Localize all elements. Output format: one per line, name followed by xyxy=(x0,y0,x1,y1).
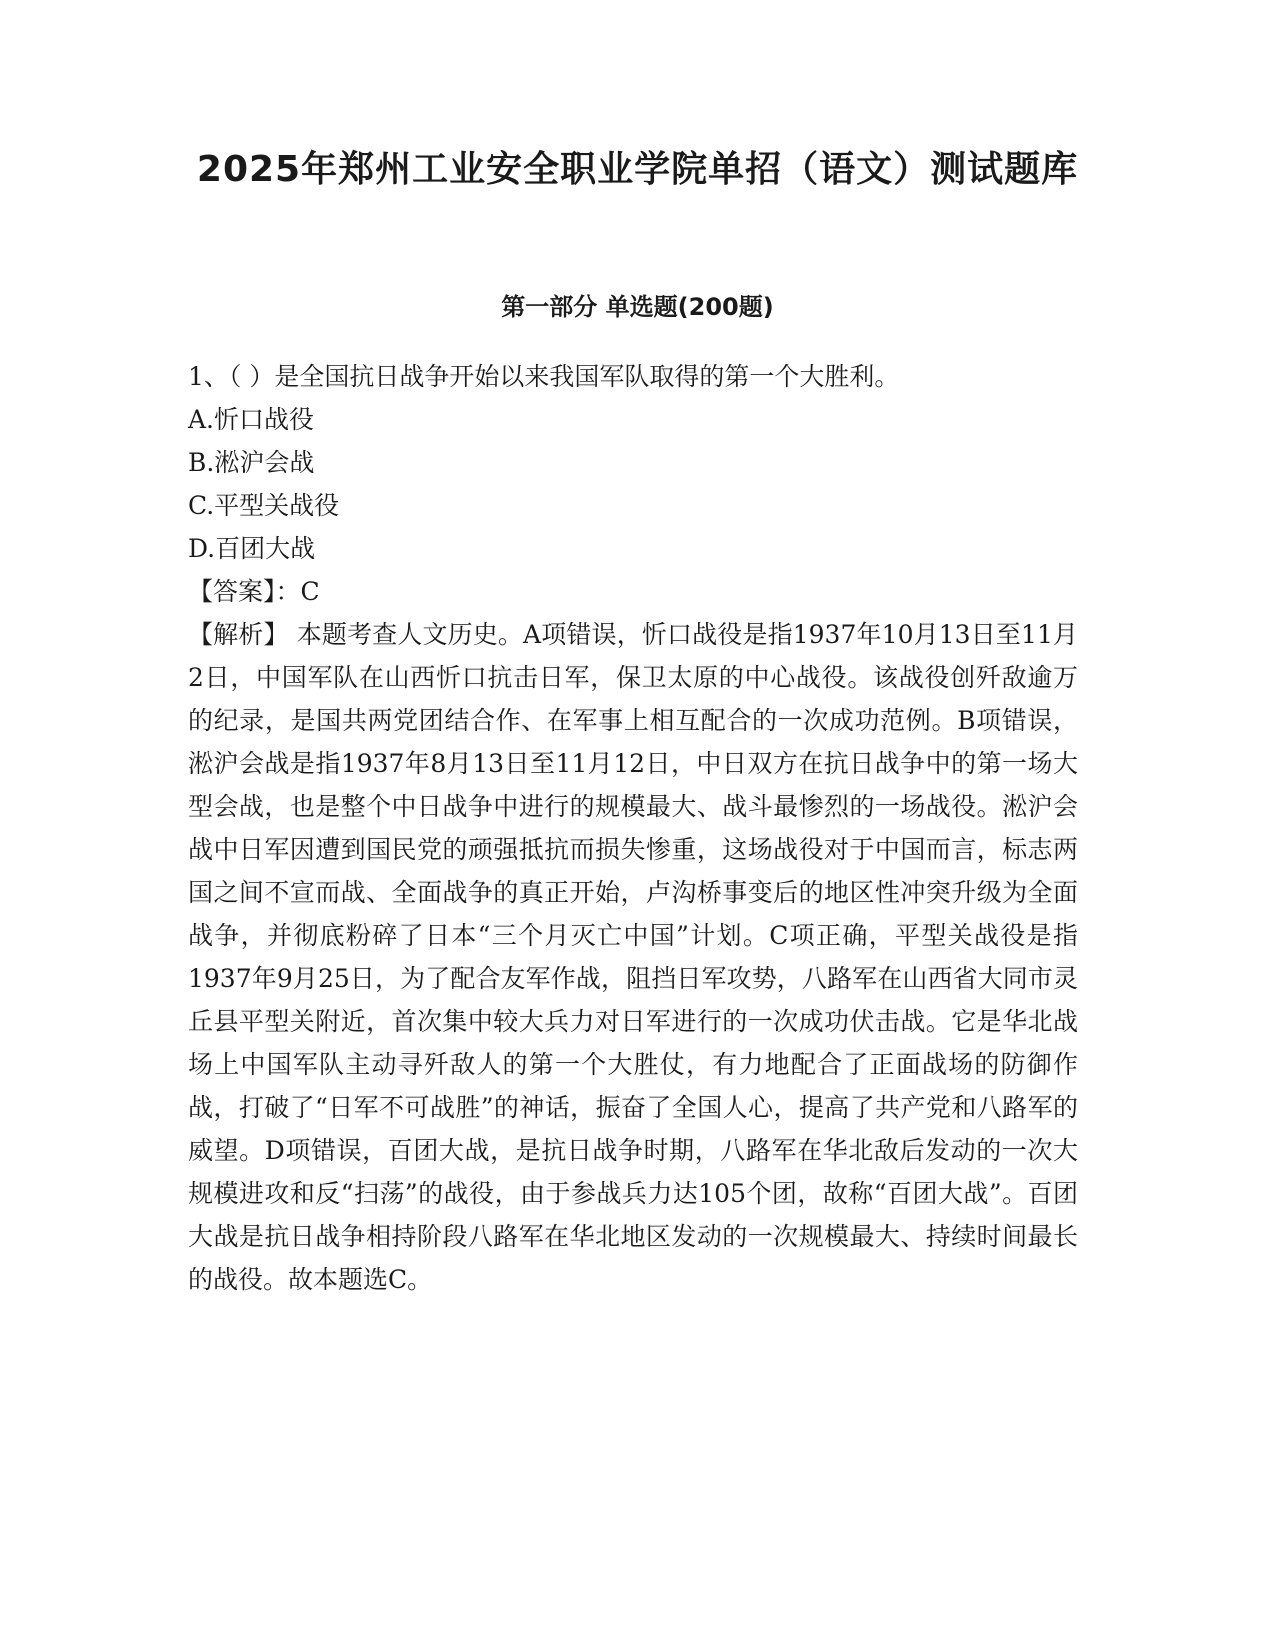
option-d: D.百团大战 xyxy=(188,534,316,563)
answer: 【答案】：C xyxy=(188,577,320,606)
section-title: 第一部分 单选题(200题) xyxy=(501,293,774,321)
option-a: A.忻口战役 xyxy=(188,405,315,434)
question-stem: 1、（ ）是全国抗日战争开始以来我国军队取得的第一个大胜利。 xyxy=(188,362,900,391)
question-block xyxy=(188,355,1088,1301)
explanation: 【解析】 本题考查人文历史。A项错误，忻口战役是指1937年10月13日至11月2日，中国军队在山西忻口抗击日军，保卫太原的中心战役。该战役创歼敌逾万的纪录，是国共两党团结合作、在军事上相互配合的一次成功范例。B项错误，淞沪会战是指1937年8月13日至11月12日，中日双方在抗日战争中的第一场大型会战，也是整个中日战争中进行的规模最大、战斗最惨烈的一场战役。淞沪会战中日军因遭到国民党的顽强抵抗而损失惨重，这场战役对于中国而言，标志两国之间不宣而战、全面战争的真正开始，卢沟桥事变后的地区性冲突升级为全面战争，并彻底粉碎了日本“三个月灭亡中国”计划。C项正确，平型关战役是指1937年9月25日，为了配合友军作战，阻挡日军攻势，八路军在山西省大同市灵丘县平型关附近，首次集中较大兵力对日军进行的一次成功伏击战。它是华北战场上中国军队主动寻歼敌人的第一个大胜仗，有力地配合了正面战场的防御作战，打破了“日军不可战胜”的神话，振奋了全国人心，提高了共产党和八路军的威望。D项错误，百团大战，是抗日战争时期，八路军在华北敌后发动的一次大规模进攻和反“扫荡”的战役，由于参战兵力达105个团，故称“百团大战”。百团大战是抗日战争相持阶段八路军在华北地区发动的一次规模最大、持续时间最长的战役。故本题选C。 xyxy=(188,620,1078,1294)
document-title: 2025年郑州工业安全职业学院单招（语文）测试题库 xyxy=(196,149,1079,190)
option-c: C.平型关战役 xyxy=(188,491,340,520)
option-b: B.淞沪会战 xyxy=(188,448,315,477)
